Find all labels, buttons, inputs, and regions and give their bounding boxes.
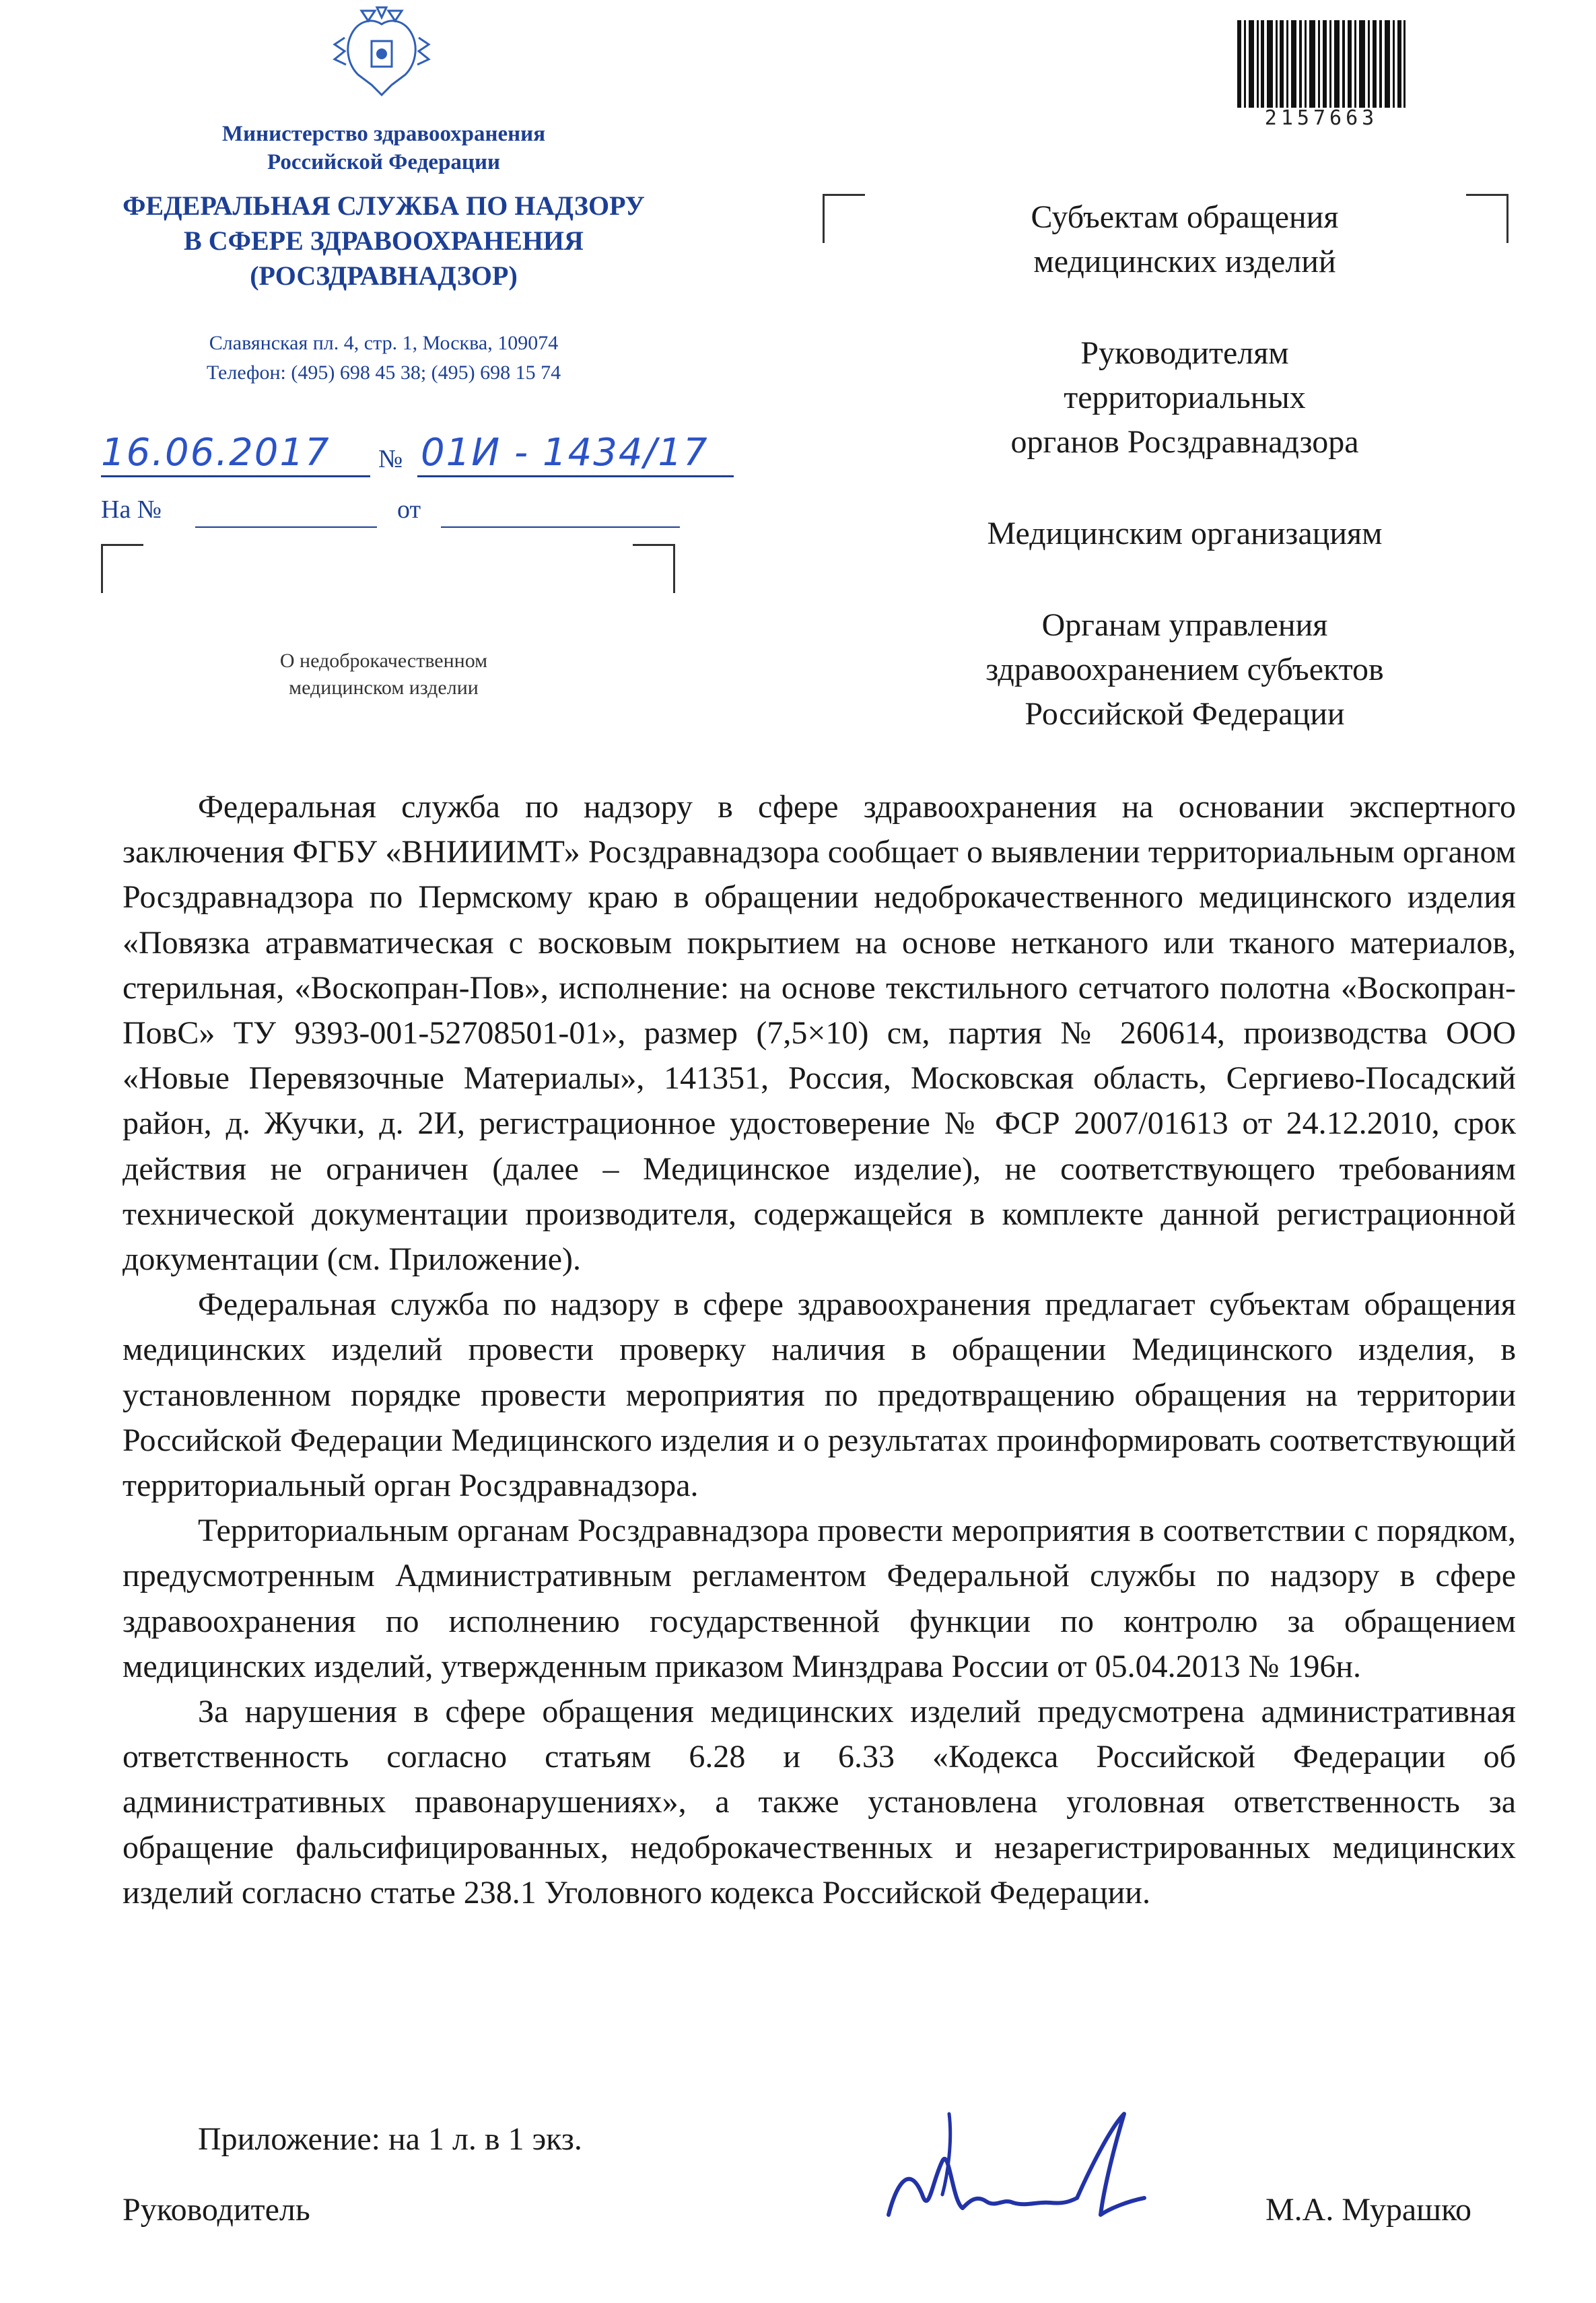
addressee-group-3 [902,512,1467,556]
address-line1: Славянская пл. 4, стр. 1, Москва, 109074 [209,332,559,354]
outgoing-number: 01И - 1434/17 [421,431,709,475]
addressee-line: территориальных [1064,380,1306,415]
body-paragraph-2: Федеральная служба по надзору в сфере здравоохранения предлагает субъектам обращения медицинских изделий провести проверку наличия в обращении Медицинского изделия, в установленном порядке провести мероприятия по предотвращению обращения на территории Российской Федерации Медицинского изделия и о результатах проинформировать соответствующий территориальный орган Росздравнадзора. [123,1286,1516,1504]
addressee-line: медицинских изделий [1033,244,1336,279]
addressees [902,195,1467,784]
service-line1: ФЕДЕРАЛЬНАЯ СЛУЖБА ПО НАДЗОРУ [123,191,645,221]
service-line2: В СФЕРЕ ЗДРАВООХРАНЕНИЯ [184,226,584,256]
subject-line2: медицинском изделии [289,677,479,699]
addressee-line: Субъектам обращения [1031,199,1339,235]
addressee-line: Органам управления [1041,607,1328,643]
body-paragraph-3: Территориальным органам Росздравнадзора провести мероприятия в соответствии с порядком, предусмотренным Административным регламентом Федеральной службы по надзору в сфере здравоохранения по исполнению государственной функции по контролю за обращением медицинских изделий, утвержденным приказом Минздрава России от 05.04.2013 № 196н. [123,1513,1516,1684]
attachment-note: Приложение: на 1 л. в 1 экз. [198,2121,582,2157]
addressee-corner-right [1466,194,1508,243]
addressee-corner-left [823,194,865,243]
service-address [94,329,673,388]
signatory-name: М.А. Мурашко [1265,2192,1471,2228]
addressee-line: здравоохранением субъектов [985,652,1384,687]
from-label: от [397,495,421,524]
barcode-number: 2157663 [1264,106,1379,130]
addressee-line: Руководителям [1080,335,1289,371]
body-paragraph-4: За нарушения в сфере обращения медицинских изделий предусмотрена административная ответственность согласно статьям 6.28 и 6.33 «Кодекса Российской Федерации об административных правонарушениях», а также установлена уголовная ответственность за обращение фальсифицированных, недоброкачественных и незарегистрированных медицинских изделий согласно статье 238.1 Уголовного кодекса Российской Федерации. [123,1694,1516,1911]
ministry-line1: Министерство здравоохранения [221,122,546,146]
address-line2: Телефон: (495) 698 45 38; (495) 698 15 74 [206,362,561,384]
handwritten-signature-icon [868,2087,1165,2255]
subject-line1: О недоброкачественном [279,650,488,672]
ministry-line2: Российской Федерации [267,150,500,174]
addressee-group-1 [902,195,1467,284]
on-number-blank [195,500,377,528]
letter-subject [222,648,545,701]
addressee-group-4 [902,603,1467,736]
addressee-line: Медицинским организациям [987,516,1383,551]
barcode [1237,20,1406,108]
service-line3: (РОСЗДРАВНАДЗОР) [250,261,518,291]
addressee-line: органов Росздравнадзора [1010,424,1359,460]
subject-corner-left [101,544,143,593]
ministry-name [94,120,673,176]
signatory-role: Руководитель [123,2192,310,2228]
body-paragraph-1: Федеральная служба по надзору в сфере здравоохранения на основании экспертного заключения ФГБУ «ВНИИИМТ» Росздравнадзора сообщает о выявлении территориальным органом Росздравнадзора по Пермскому краю в обращении недоброкачественного медицинского изделия «Повязка атравматическая с восковым покрытием на основе нетканого или тканого материалов, стерильная, «Воскопран-Пов», исполнение: на основе текстильного сетчатого полотна «Воскопран-ПовС» ТУ 9393-001-52708501-01», размер (7,5×10) см, партия № 260614, производства ООО «Новые Перевязочные Материалы», 141351, Россия, Московская область, Сергиево-Посадский район, д. Жучки, д. 2И, регистрационное удостоверение № ФСР 2007/01613 от 24.12.2010, срок действия не ограничен (далее – Медицинское изделие), не соответствующего требованиям технической документации производителя, содержащейся в комплекте данной регистрационной документации (см. Приложение). [123,789,1516,1278]
russian-coat-of-arms-icon [331,4,432,105]
letter-body [123,784,1516,1915]
on-number-label: На № [101,495,162,524]
subject-corner-right [633,544,675,593]
service-name [67,188,700,294]
from-date-blank [441,500,680,528]
addressee-line: Российской Федерации [1025,696,1345,732]
addressee-group-2 [902,331,1467,465]
outgoing-date: 16.06.2017 [101,431,331,475]
number-label: № [378,445,403,473]
